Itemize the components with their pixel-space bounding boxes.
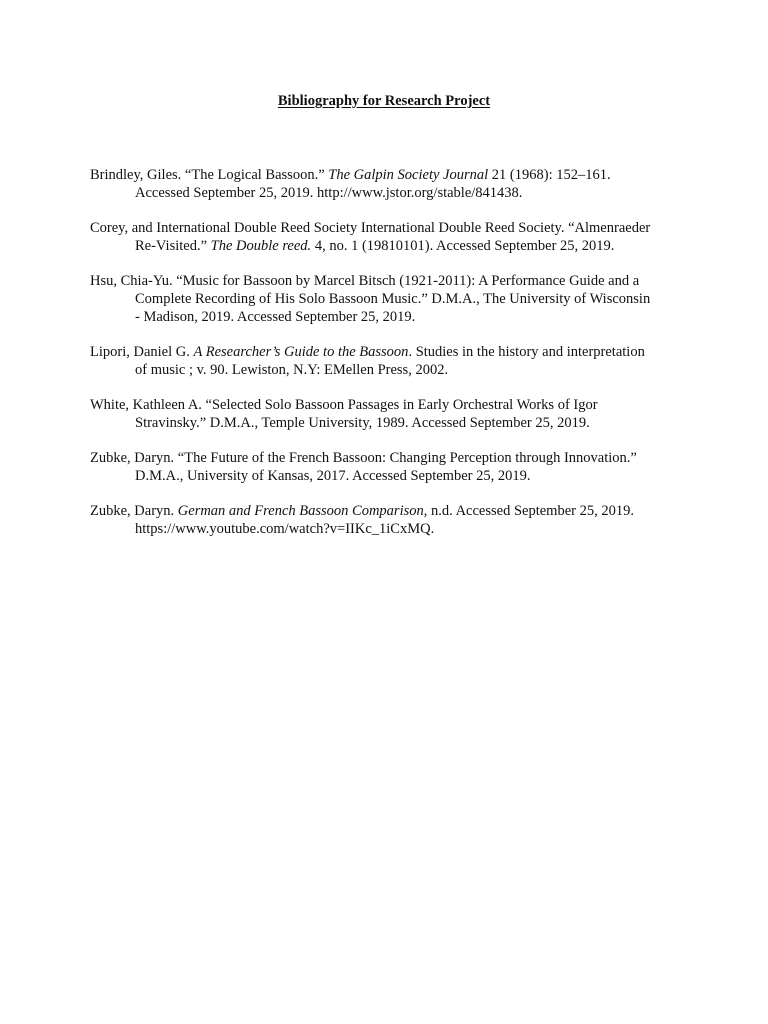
bibliography-entry (90, 219, 690, 255)
entry-text: . Studies in the history and interpretation (408, 344, 645, 360)
entry-text: Brindley, Giles. “The Logical Bassoon.” (90, 167, 329, 183)
entry-text: 21 (1968): 152–161. (488, 167, 611, 183)
entry-text: White, Kathleen A. “Selected Solo Bassoon Passages in Early Orchestral Works of Igor (90, 397, 598, 413)
entry-text: Corey, and International Double Reed Society International Double Reed Society. “Almenraeder (90, 220, 651, 236)
entry-book-title: A Researcher’s Guide to the Bassoon (193, 344, 409, 360)
entry-text: Lipori, Daniel G. (90, 344, 194, 360)
entry-journal-title: The Double reed. (210, 238, 312, 254)
entry-video-title: German and French Bassoon Comparison (177, 503, 424, 519)
entry-text: Stravinsky.” D.M.A., Temple University, 1989. Accessed September 25, 2019. (135, 415, 590, 431)
bibliography-entry (90, 396, 690, 432)
entry-text: Accessed September 25, 2019. http://www.jstor.org/stable/841438. (135, 185, 523, 201)
entry-text: 4, no. 1 (19810101). Accessed September 25, 2019. (311, 238, 615, 254)
bibliography-entry (90, 343, 690, 379)
entry-text: Re-Visited.” (135, 238, 211, 254)
bibliography-entry (90, 449, 690, 485)
page-title: Bibliography for Research Project (277, 93, 491, 109)
entry-journal-title: The Galpin Society Journal (328, 167, 489, 183)
entry-link: https://www.youtube.com/watch?v=IIKc_1iCxMQ. (135, 521, 435, 537)
entry-text: D.M.A., University of Kansas, 2017. Accessed September 25, 2019. (135, 468, 531, 484)
entry-text: - Madison, 2019. Accessed September 25, 2019. (135, 309, 416, 325)
entry-text: Zubke, Daryn. “The Future of the French Bassoon: Changing Perception through Innovation.” (90, 450, 637, 466)
entry-text: of music ; v. 90. Lewiston, N.Y: EMellen Press, 2002. (135, 362, 449, 378)
bibliography-entry (90, 502, 690, 538)
bibliography-list (90, 166, 690, 555)
bibliography-entry (90, 166, 690, 202)
bibliography-entry (90, 272, 690, 326)
entry-text: , n.d. Accessed September 25, 2019. (423, 503, 634, 519)
entry-text: Complete Recording of His Solo Bassoon Music.” D.M.A., The University of Wisconsin (135, 291, 651, 307)
entry-text: Zubke, Daryn. (90, 503, 178, 519)
entry-text: Hsu, Chia-Yu. “Music for Bassoon by Marcel Bitsch (1921-2011): A Performance Guide and a (90, 273, 640, 289)
